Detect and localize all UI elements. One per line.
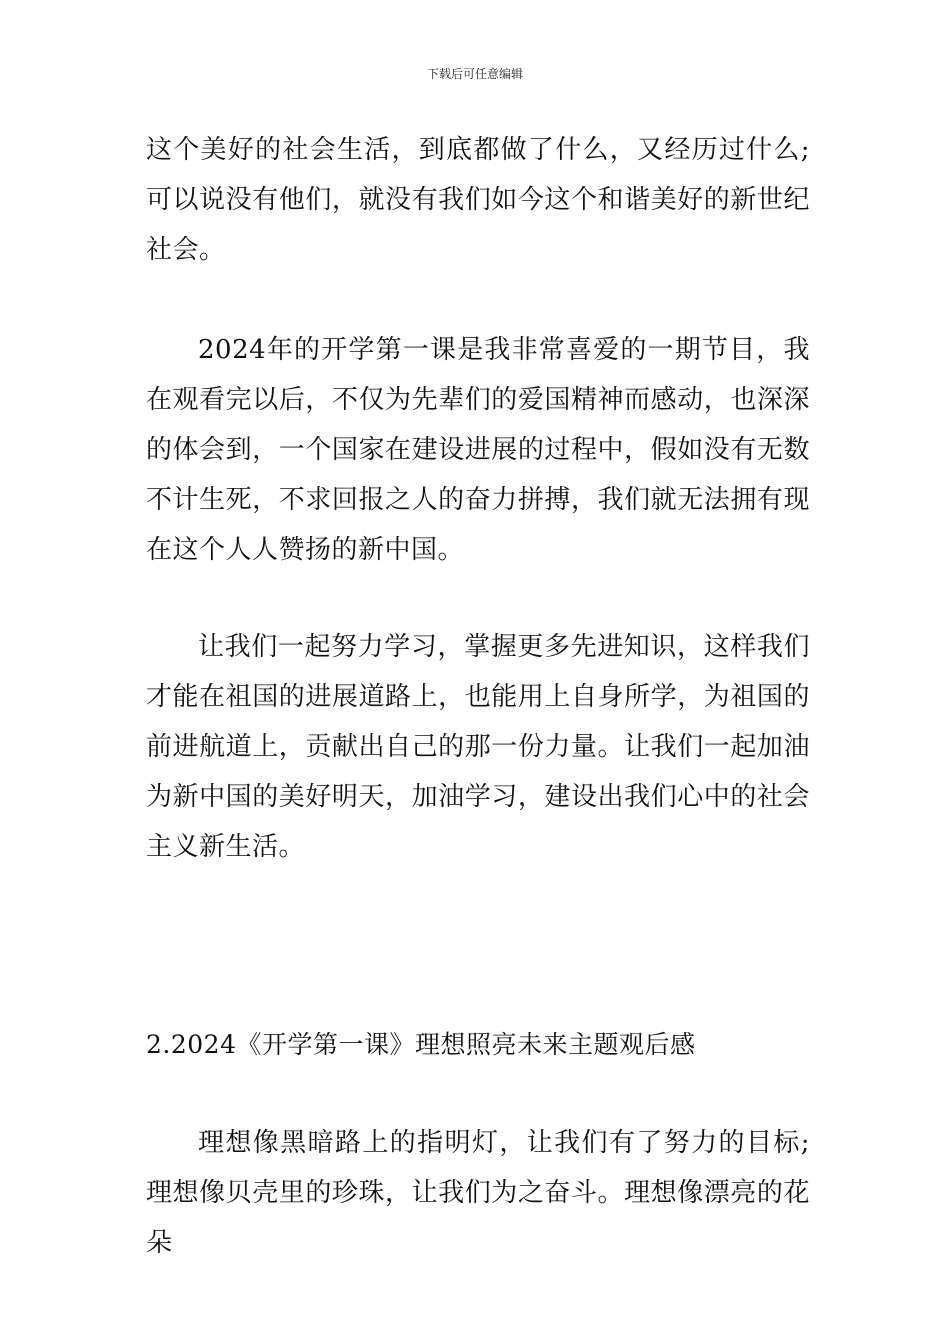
body-paragraph: 这个美好的社会生活，到底都做了什么，又经历过什么;可以说没有他们，就没有我们如今这个和谐美好的新世纪社会。: [146, 135, 810, 265]
body-paragraph: 让我们一起努力学习，掌握更多先进知识，这样我们才能在祖国的进展道路上，也能用上自身所学，为祖国的前进航道上，贡献出自己的那一份力量。让我们一起加油为新中国的美好明天，加油学习，建设出我们心中的社会主义新生活。: [146, 632, 810, 862]
section-heading: 2.2024《开学第一课》理想照亮未来主题观后感: [146, 1030, 696, 1059]
body-paragraph: 2024年的开学第一课是我非常喜爱的一期节目，我在观看完以后，不仅为先辈们的爱国精神而感动，也深深的体会到，一个国家在建设进展的过程中，假如没有无数不计生死，不求回报之人的奋力拼搏，我们就无法拥有现在这个人人赞扬的新中国。: [146, 335, 810, 565]
page-header-note: 下载后可任意编辑: [426, 67, 523, 81]
body-paragraph: 理想像黑暗路上的指明灯，让我们有了努力的目标;理想像贝壳里的珍珠，让我们为之奋斗。理想像漂亮的花朵: [146, 1128, 810, 1258]
